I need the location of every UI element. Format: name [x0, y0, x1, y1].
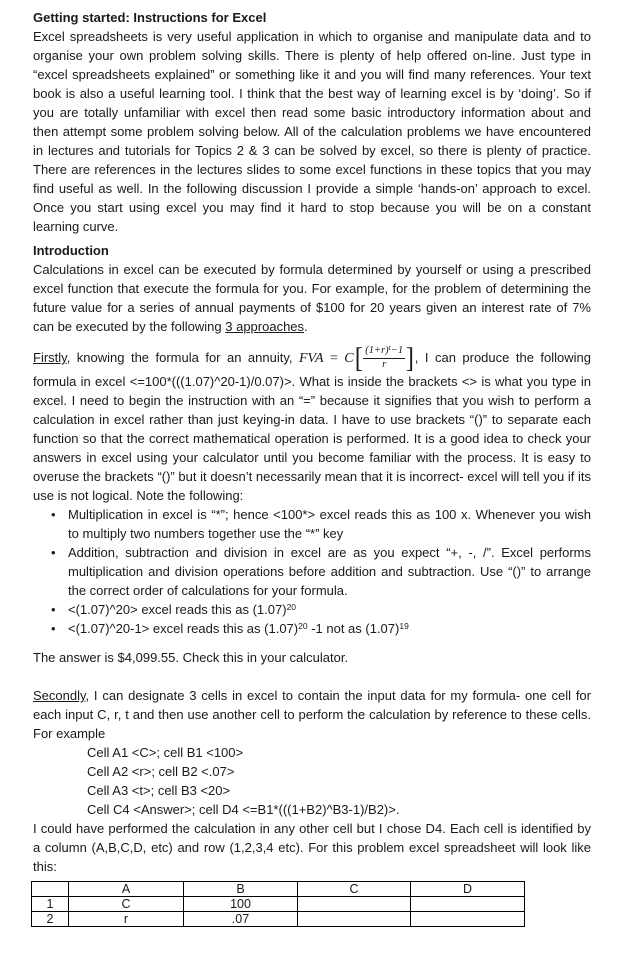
paragraph-getting-started: Excel spreadsheets is very useful application in which to organise and manipulate data and to organise your own problem solving skills. There is plenty of help offered on-line. Just type in “excel spreadsheets explained” or something like it and you will find many references. Your text book is also a useful learning tool. I think that the best way of learning excel is by ‘doing’. So if you are totally unfamiliar with excel then read some basic introductory information about and then attempt some problem solving below. All of the calculation problems we have encountered in lectures and tutorials for Topics 2 & 3 can be solved by excel, so there is plenty of practice. There are references in the lectures slides to some excel functions in these topics that you may find useful as well. In the following discussion I provide a simple ‘hands-on’ approach to excel. Once you start using excel you may find it hard to stop because you will be on a constant learning curve. [33, 29, 591, 234]
cell-c1 [298, 897, 411, 912]
underlined-secondly: Secondly [33, 688, 86, 703]
bullet-exponent-minus-one-example [33, 619, 591, 638]
exponent-20b: 20 [298, 620, 308, 631]
bullet-exponent-text: <(1.07)^20> excel reads this as (1.07) [68, 602, 287, 617]
paragraph-answer: The answer is $4,099.55. Check this in your calculator. [33, 650, 349, 665]
table-row [32, 912, 525, 927]
paragraph-secondly [33, 686, 591, 743]
column-header-d: D [411, 882, 525, 897]
spacer [33, 638, 591, 648]
exponent-20: 20 [286, 601, 297, 612]
spacer [33, 336, 591, 346]
column-header-c: C [298, 882, 411, 897]
introduction-heading: Introduction [33, 243, 109, 258]
column-header-a: A [69, 882, 184, 897]
row-label-1: 1 [32, 897, 69, 912]
formula-fraction [363, 345, 405, 371]
firstly-text-after-formula: , I can produce the following formula in excel <=100*(((1.07)^20-1)/0.07)>. What is inside the brackets <> is what you type in excel. I need to begin the instruction with an “=” because it signifies that you wish to perform a calculation in excel rather than just keying-in data. I have to use brackets “()” to separate each function so that the correct mathematical operation is performed. It is a good idea to check your answers in excel using your calculator until you become familiar with the process. It is easy to overuse the brackets “()” but it doesn’t necessarily mean that it is incorrect- excel will tell you if its use is not logical. Note the following: [33, 350, 591, 503]
bullet-exponent2-text: <(1.07)^20-1> excel reads this as (1.07) [68, 621, 299, 636]
cell-definition-line: Cell A3 <t>; cell B3 <20> [87, 783, 231, 798]
formula-lhs: FVA [298, 351, 324, 367]
exponent-19: 19 [399, 620, 409, 631]
bullet-multiplication: • Multiplication in excel is “*”; hence <100*> excel reads this as 100 x. Whenever you wish to multiply two numbers together use the “*” key [33, 505, 591, 543]
cell-b2: .07 [184, 912, 298, 927]
paragraph-introduction [33, 260, 591, 336]
cell-definition-line: Cell C4 <Answer>; cell D4 <=B1*(((1+B2)^B3-1)/B2)>. [87, 802, 400, 817]
underlined-firstly: Firstly [33, 350, 67, 366]
cell-a1: C [69, 897, 184, 912]
formula-close-bracket: ] [405, 342, 415, 374]
bullet-addition-subtraction-division: • Addition, subtraction and division in excel are as you expect “+, -, /”. Excel performs multiplication and division operations before addition and subtraction. Use “()” to arrange the correct order of calculations for your formula. [33, 543, 591, 600]
secondly-text: , I can designate 3 cells in excel to contain the input data for my formula- one cell for each input C, r, t and then use another cell to perform the calculation by reference to these cells. For example [33, 688, 591, 741]
corner-cell [32, 882, 69, 897]
formula-denominator: r [382, 359, 387, 370]
formula-open-bracket: [ [354, 342, 363, 374]
table-header-row [32, 882, 525, 897]
document-title: Getting started: Instructions for Excel [33, 10, 267, 25]
bullet-exponent-example [33, 600, 591, 619]
cell-a2: r [69, 912, 184, 927]
underlined-3-approaches: 3 approaches [225, 319, 305, 334]
paragraph-firstly [33, 342, 591, 505]
formula-numerator-exponent: t [388, 343, 391, 352]
cell-d2 [411, 912, 525, 927]
excel-spreadsheet-table [31, 881, 525, 927]
spacer [33, 667, 591, 686]
cell-d1 [411, 897, 525, 912]
formula-coefficient: C [344, 351, 354, 367]
introduction-text-tail: . [304, 319, 308, 334]
formula-numerator-base: (1+r) [365, 345, 389, 356]
cell-b1: 100 [184, 897, 298, 912]
notes-bullet-list [33, 505, 591, 638]
paragraph-could-have-performed: I could have performed the calculation in any other cell but I chose D4. Each cell is identified by a column (A,B,C,D, etc) and row (1,2,3,4 etc). For this problem excel spreadsheet will look like this: [33, 821, 591, 874]
bullet-exponent2-middle: -1 not as (1.07) [307, 621, 400, 636]
column-header-b: B [184, 882, 298, 897]
annuity-formula [298, 342, 415, 374]
cell-definition-line: Cell A1 <C>; cell B1 <100> [87, 745, 244, 760]
firstly-text: , knowing the formula for an annuity, [66, 350, 299, 366]
cell-definition-line: Cell A2 <r>; cell B2 <.07> [87, 764, 235, 779]
row-label-2: 2 [32, 912, 69, 927]
formula-numerator [363, 345, 405, 359]
formula-equals-sign: = [323, 351, 345, 367]
table-row [32, 897, 525, 912]
introduction-text: Calculations in excel can be executed by formula determined by yourself or using a prescribed excel function that execute the formula for you. For example, for the problem of determining the future value for a series of annual payments of $100 for 20 years given an interest rate of 7% can be executed by the following [33, 262, 591, 334]
formula-numerator-tail: −1 [390, 345, 404, 356]
cell-c2 [298, 912, 411, 927]
